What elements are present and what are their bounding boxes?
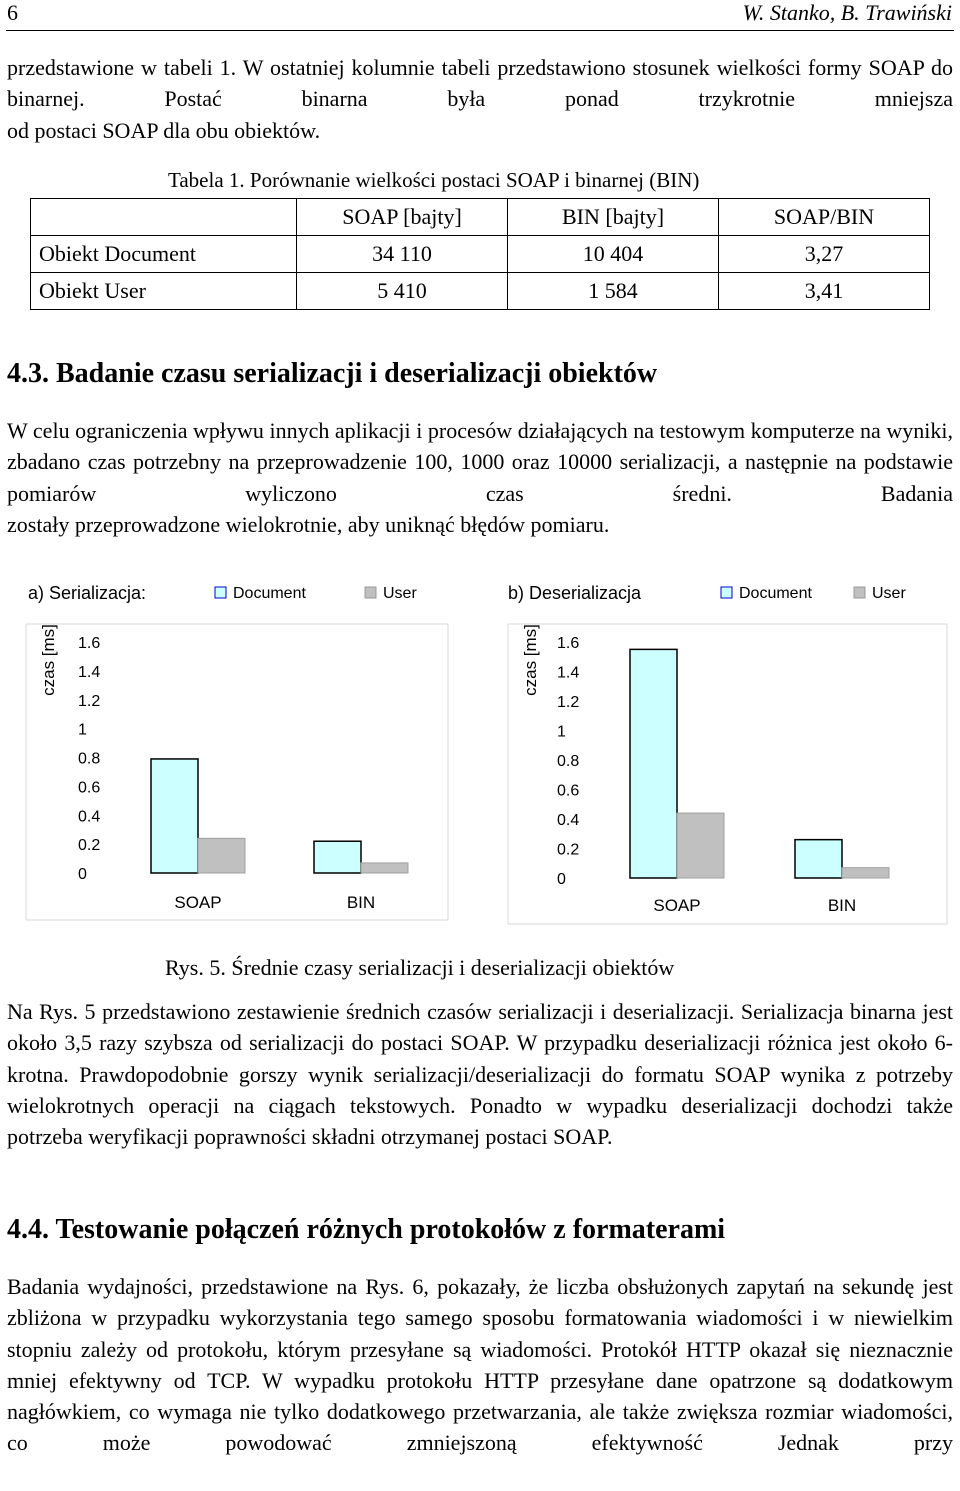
paragraph-line: Badania wydajności, przedstawione na Rys. 6, pokazały, że liczba obsłużonych <box>7 1274 729 1299</box>
intro-line-2: wielkości formy SOAP do binarnej. Postać binarna była ponad trzykrotnie mniejsza <box>7 55 953 112</box>
running-header-authors: W. Stanko, B. Trawiński <box>742 0 952 25</box>
legend-swatch <box>365 587 376 598</box>
intro-paragraph <box>7 52 953 146</box>
paragraph-line: TCP. W wypadku protokołu HTTP przesyłane dane opatrzone są dodatkowym <box>207 1367 953 1393</box>
bar-user-bin <box>842 868 889 878</box>
y-tick-label: 1.2 <box>78 692 101 710</box>
paragraph-line: przesyłane są wiadomości. Protokół HTTP okazał się nieznacznie mniej efektywny od <box>7 1336 954 1393</box>
y-tick-label: 1.4 <box>557 664 580 682</box>
legend-label: Document <box>739 585 812 602</box>
table-corner-cell <box>31 199 297 236</box>
paragraph-line: zostały przeprowadzone wielokrotnie, aby uniknąć błędów pomiaru. <box>7 511 610 537</box>
y-tick-label: 1 <box>557 723 566 741</box>
y-tick-label: 1.6 <box>557 635 580 652</box>
y-tick-label: 1 <box>78 721 87 739</box>
paragraph-line: formatowania wiadomości i w niewielkim stopniu zależy od protokołu, którym <box>7 1305 953 1362</box>
table-row <box>31 236 930 273</box>
x-category-label: BIN <box>827 896 857 915</box>
table-cell: 34 110 <box>297 236 508 273</box>
table-cell: 10 404 <box>508 236 719 273</box>
y-tick-label: 0.6 <box>78 779 101 797</box>
paragraph-line: zapytań na sekundę jest zbliżona w przypadku wykorzystania tego samego sposobu <box>7 1274 954 1331</box>
paragraph-line: W celu ograniczenia wpływu innych aplikacji i procesów działających na testowym <box>7 418 746 443</box>
table-cell: 3,41 <box>719 273 930 310</box>
legend-label: User <box>872 585 906 602</box>
table-header-cell: BIN [bajty] <box>508 199 719 236</box>
legend-label: Document <box>233 585 306 602</box>
table-row <box>31 273 930 310</box>
table-caption: Tabela 1. Porównanie wielkości postaci SOAP i binarnej (BIN) <box>168 168 700 192</box>
discussion-paragraph <box>7 996 953 1152</box>
bar-user-soap <box>677 813 724 878</box>
y-tick-label: 0.6 <box>557 782 580 800</box>
x-category-label: SOAP <box>174 893 222 912</box>
paragraph-line: potrzeba weryfikacji poprawności składni otrzymanej postaci SOAP. <box>7 1124 613 1150</box>
y-tick-label: 0 <box>557 871 566 888</box>
table-header-row <box>31 199 930 236</box>
legend-swatch <box>854 587 865 598</box>
paragraph-line: komputerze na wyniki, zbadano czas potrzebny na przeprowadzenie 100, 1000 oraz <box>7 418 953 475</box>
header-rule <box>6 30 954 31</box>
page-number: 6 <box>7 0 18 25</box>
table-cell: 1 584 <box>508 273 719 310</box>
comparison-table <box>30 198 930 310</box>
paragraph-line: nagłówkiem, co wymaga nie tylko dodatkowego przetwarzania, ale także zwiększa <box>7 1399 758 1425</box>
table-cell: 3,27 <box>719 236 930 273</box>
y-tick-label: 0.2 <box>557 841 580 859</box>
section-heading-4-4: 4.4. Testowanie połączeń różnych protokołów z formaterami <box>7 1214 726 1245</box>
paragraph-line: Na Rys. 5 przedstawiono zestawienie średnich czasów serializacji i deserializacji. <box>7 999 735 1024</box>
y-tick-label: 0.2 <box>78 837 101 855</box>
bar-user-bin <box>361 863 408 873</box>
bar-document-soap <box>630 649 677 878</box>
intro-line-3: od postaci SOAP dla obu obiektów. <box>7 117 321 143</box>
paragraph-line: rozmiar wiadomości, co może powodować zmniejszoną efektywność Jednak przy <box>7 1399 954 1456</box>
bar-document-bin <box>314 841 361 873</box>
chart-title: b) Deserializacja <box>508 583 642 603</box>
section-heading-4-3: 4.3. Badanie czasu serializacji i deserializacji obiektów <box>7 358 658 389</box>
y-tick-label: 0.4 <box>78 808 101 826</box>
legend-swatch <box>215 587 226 598</box>
serialization-chart <box>18 568 456 928</box>
legend-swatch <box>721 587 732 598</box>
y-tick-label: 0.4 <box>557 812 580 829</box>
y-tick-label: 0 <box>78 866 87 883</box>
intro-line-1: przedstawione w tabeli 1. W ostatniej kolumnie tabeli przedstawiono stosunek <box>7 55 710 80</box>
paragraph-line: Serializacja binarna jest około 3,5 razy szybsza od serializacji do postaci SOAP. <box>7 999 954 1056</box>
table-header-cell: SOAP/BIN <box>719 199 930 236</box>
y-tick-label: 1.2 <box>557 694 580 711</box>
chart-title: a) Serializacja: <box>28 583 147 603</box>
section-4-4-paragraph <box>7 1271 953 1459</box>
y-tick-label: 1.6 <box>78 635 101 652</box>
y-tick-label: 0.8 <box>78 750 101 768</box>
y-tick-label: 0.8 <box>557 753 580 770</box>
y-axis-label: czas [ms] <box>39 624 58 696</box>
deserialization-chart <box>500 568 955 928</box>
y-tick-label: 1.4 <box>78 663 101 681</box>
table-row-label: Obiekt Document <box>31 236 297 273</box>
legend-label: User <box>383 585 417 602</box>
y-axis-label: czas [ms] <box>521 624 540 696</box>
figure-caption: Rys. 5. Średnie czasy serializacji i deserializacji obiektów <box>165 955 675 980</box>
table-row-label: Obiekt User <box>31 273 297 310</box>
bar-document-soap <box>151 759 198 873</box>
paragraph-line: wynik serializacji/deserializacji do formatu SOAP wynika z potrzeby wielokrotnych <box>7 1061 953 1118</box>
table-cell: 5 410 <box>297 273 508 310</box>
bar-user-soap <box>198 838 245 873</box>
bar-document-bin <box>795 840 842 878</box>
section-4-3-paragraph <box>7 415 953 540</box>
x-category-label: BIN <box>346 893 376 912</box>
paragraph-line: 10000 serializacji, a następnie na podstawie pomiarów wyliczono czas średni. Badania <box>7 449 954 506</box>
paragraph-line: W przypadku deserializacji różnica jest około 6-krotna. Prawdopodobnie gorszy <box>7 1030 954 1087</box>
paragraph-line: operacji na ciągach tekstowych. Ponadto w wypadku deserializacji dochodzi także <box>148 1092 954 1118</box>
x-category-label: SOAP <box>653 896 701 915</box>
table-header-cell: SOAP [bajty] <box>297 199 508 236</box>
